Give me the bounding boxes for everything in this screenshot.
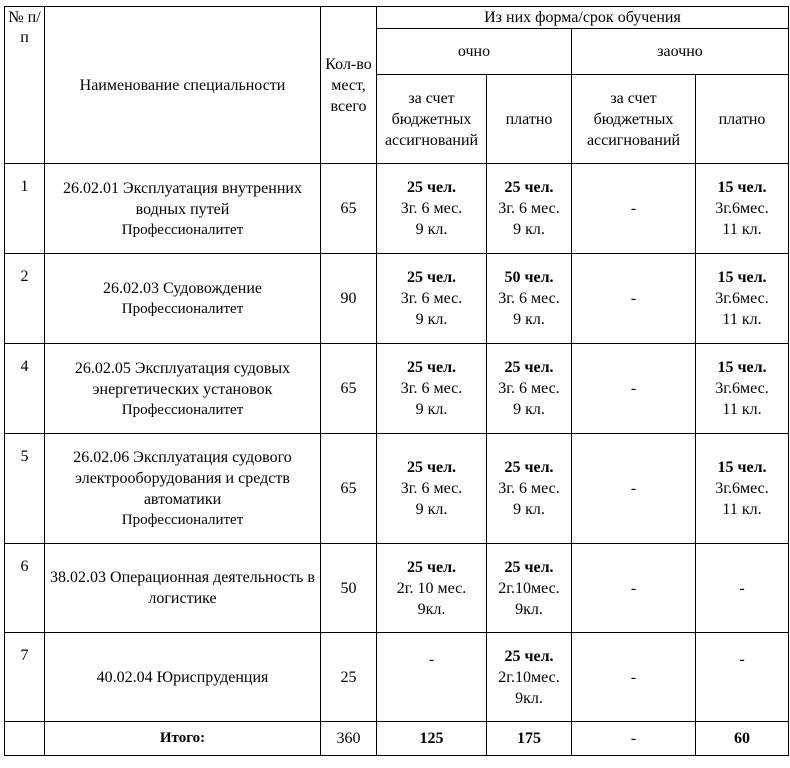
ochno-paid-grade: 9 кл. bbox=[513, 401, 545, 418]
specialty-name bbox=[45, 544, 321, 633]
header-count: Кол-во мест, всего bbox=[321, 7, 377, 164]
places-count: 25 bbox=[321, 633, 377, 722]
places-count: 50 bbox=[321, 544, 377, 633]
zaochno-paid-term: 3г.6мес. bbox=[715, 480, 769, 497]
ochno-paid-grade: 9кл. bbox=[515, 689, 543, 707]
row-num: 2 bbox=[5, 254, 45, 344]
header-ochno-budget: за счет бюджетных ассигнований bbox=[377, 75, 487, 164]
specialty-title: 26.02.06 Эксплуатация судового электрооборудования и средств автоматики bbox=[73, 449, 292, 508]
zaochno-paid-cell bbox=[696, 344, 789, 434]
ochno-budget-cell bbox=[377, 344, 487, 434]
zaochno-paid-cell: - bbox=[696, 544, 789, 633]
specialty-name bbox=[45, 434, 321, 544]
specialty-title: 40.02.04 Юриспруденция bbox=[96, 668, 269, 686]
table-row bbox=[5, 254, 789, 344]
ochno-paid-people: 25 чел. bbox=[504, 459, 554, 476]
ochno-budget-people: 25 чел. bbox=[406, 558, 457, 576]
table-row bbox=[5, 434, 789, 544]
header-forms: Из них форма/срок обучения bbox=[377, 7, 789, 29]
ochno-budget-term: 2г. 10 мес. bbox=[396, 579, 467, 597]
total-ochno-budget: 125 bbox=[377, 722, 487, 756]
zaochno-budget-cell: - bbox=[572, 544, 696, 633]
ochno-budget-cell bbox=[377, 434, 487, 544]
header-name: Наименование специальности bbox=[45, 7, 321, 164]
ochno-budget-grade: 9кл. bbox=[417, 600, 446, 618]
total-zaochno-paid: 60 bbox=[696, 722, 789, 756]
places-count: 65 bbox=[321, 434, 377, 544]
specialty-name bbox=[45, 254, 321, 344]
row-num: 6 bbox=[5, 544, 45, 633]
header-ochno: очно bbox=[377, 29, 572, 75]
ochno-paid-term: 3г. 6 мес. bbox=[498, 200, 560, 217]
ochno-paid-cell bbox=[487, 544, 572, 633]
table-row bbox=[5, 164, 789, 254]
ochno-budget-cell: - bbox=[377, 633, 487, 722]
ochno-paid-cell bbox=[487, 434, 572, 544]
ochno-paid-term: 3г. 6 мес. bbox=[498, 380, 560, 397]
zaochno-paid-grade: 11 кл. bbox=[722, 501, 762, 518]
ochno-budget-cell bbox=[377, 164, 487, 254]
specialty-title: 26.02.03 Судовождение bbox=[103, 280, 262, 297]
table-row bbox=[5, 633, 789, 722]
places-count: 65 bbox=[321, 164, 377, 254]
zaochno-paid-grade: 11 кл. bbox=[722, 311, 762, 328]
ochno-budget-people: 25 чел. bbox=[406, 459, 457, 476]
ochno-paid-people: 25 чел. bbox=[504, 359, 554, 376]
ochno-paid-people: 25 чел. bbox=[504, 558, 554, 576]
zaochno-budget-cell: - bbox=[572, 254, 696, 344]
header-zaochno-paid: платно bbox=[696, 75, 789, 164]
ochno-budget-cell bbox=[377, 544, 487, 633]
ochno-budget-cell bbox=[377, 254, 487, 344]
ochno-paid-cell bbox=[487, 344, 572, 434]
ochno-paid-people: 50 чел. bbox=[504, 269, 554, 286]
total-count: 360 bbox=[321, 722, 377, 756]
zaochno-paid-term: 3г.6мес. bbox=[715, 200, 769, 217]
specialty-program: Профессионалитет bbox=[121, 512, 244, 528]
zaochno-paid-grade: 11 кл. bbox=[722, 221, 762, 238]
specialty-name bbox=[45, 344, 321, 434]
zaochno-paid-people: 15 чел. bbox=[717, 179, 767, 196]
zaochno-paid-cell bbox=[696, 434, 789, 544]
ochno-budget-grade: 9 кл. bbox=[415, 501, 448, 518]
ochno-paid-grade: 9 кл. bbox=[513, 221, 545, 238]
ochno-paid-grade: 9 кл. bbox=[513, 311, 545, 328]
zaochno-paid-term: 3г.6мес. bbox=[715, 290, 769, 307]
ochno-budget-term: 3г. 6 мес. bbox=[400, 290, 463, 307]
zaochno-budget-cell: - bbox=[572, 344, 696, 434]
total-row bbox=[5, 722, 789, 756]
table-row bbox=[5, 344, 789, 434]
specialty-name bbox=[45, 164, 321, 254]
ochno-budget-grade: 9 кл. bbox=[415, 401, 448, 418]
ochno-budget-term: 3г. 6 мес. bbox=[400, 480, 463, 497]
zaochno-paid-people: 15 чел. bbox=[717, 269, 767, 286]
zaochno-paid-cell bbox=[696, 164, 789, 254]
ochno-budget-people: 25 чел. bbox=[406, 269, 457, 286]
zaochno-paid-people: 15 чел. bbox=[717, 459, 767, 476]
specialty-title: 26.02.05 Эксплуатация судовых энергетических установок bbox=[74, 359, 291, 398]
ochno-paid-term: 3г. 6 мес. bbox=[498, 480, 560, 497]
specialty-name bbox=[45, 633, 321, 722]
zaochno-budget-cell: - bbox=[572, 164, 696, 254]
specialty-program: Профессионалитет bbox=[121, 301, 244, 317]
ochno-paid-grade: 9кл. bbox=[515, 600, 543, 618]
specialty-title: 26.02.01 Эксплуатация внутренних водных путей bbox=[63, 179, 302, 218]
ochno-paid-cell bbox=[487, 633, 572, 722]
ochno-budget-people: 25 чел. bbox=[406, 359, 457, 376]
places-count: 90 bbox=[321, 254, 377, 344]
total-zaochno-budget: - bbox=[572, 722, 696, 756]
table-body bbox=[5, 164, 789, 756]
ochno-paid-cell bbox=[487, 254, 572, 344]
total-label: Итого: bbox=[45, 722, 321, 756]
ochno-paid-term: 3г. 6 мес. bbox=[498, 290, 560, 307]
header-zaochno: заочно bbox=[572, 29, 789, 75]
row-num: 4 bbox=[5, 344, 45, 434]
ochno-budget-grade: 9 кл. bbox=[415, 311, 448, 328]
total-num-cell bbox=[5, 722, 45, 756]
specialty-program: Профессионалитет bbox=[121, 401, 244, 418]
header-num: № п/п bbox=[5, 7, 45, 164]
ochno-paid-term: 2г.10мес. bbox=[498, 668, 560, 686]
ochno-budget-people: 25 чел. bbox=[406, 179, 457, 196]
zaochno-budget-cell: - bbox=[572, 434, 696, 544]
zaochno-paid-grade: 11 кл. bbox=[722, 401, 762, 418]
ochno-paid-cell bbox=[487, 164, 572, 254]
zaochno-budget-cell: - bbox=[572, 633, 696, 722]
total-ochno-paid: 175 bbox=[487, 722, 572, 756]
specialty-title: 38.02.03 Операционная деятельность в логистике bbox=[50, 569, 315, 607]
ochno-budget-grade: 9 кл. bbox=[415, 221, 448, 238]
admission-table bbox=[4, 6, 789, 756]
header-ochno-paid: платно bbox=[487, 75, 572, 164]
zaochno-paid-cell: - bbox=[696, 633, 789, 722]
ochno-paid-term: 2г.10мес. bbox=[498, 579, 560, 597]
zaochno-paid-cell bbox=[696, 254, 789, 344]
zaochno-paid-term: 3г.6мес. bbox=[715, 380, 769, 397]
places-count: 65 bbox=[321, 344, 377, 434]
specialty-program: Профессионалитет bbox=[121, 221, 244, 238]
ochno-budget-term: 3г. 6 мес. bbox=[400, 380, 463, 397]
ochno-paid-people: 25 чел. bbox=[504, 179, 554, 196]
ochno-paid-grade: 9 кл. bbox=[513, 501, 545, 518]
row-num: 1 bbox=[5, 164, 45, 254]
table-row bbox=[5, 544, 789, 633]
header-zaochno-budget: за счет бюджетных ассигнований bbox=[572, 75, 696, 164]
row-num: 7 bbox=[5, 633, 45, 722]
row-num: 5 bbox=[5, 434, 45, 544]
ochno-budget-term: 3г. 6 мес. bbox=[400, 200, 463, 217]
ochno-paid-people: 25 чел. bbox=[504, 647, 554, 665]
zaochno-paid-people: 15 чел. bbox=[717, 359, 767, 376]
